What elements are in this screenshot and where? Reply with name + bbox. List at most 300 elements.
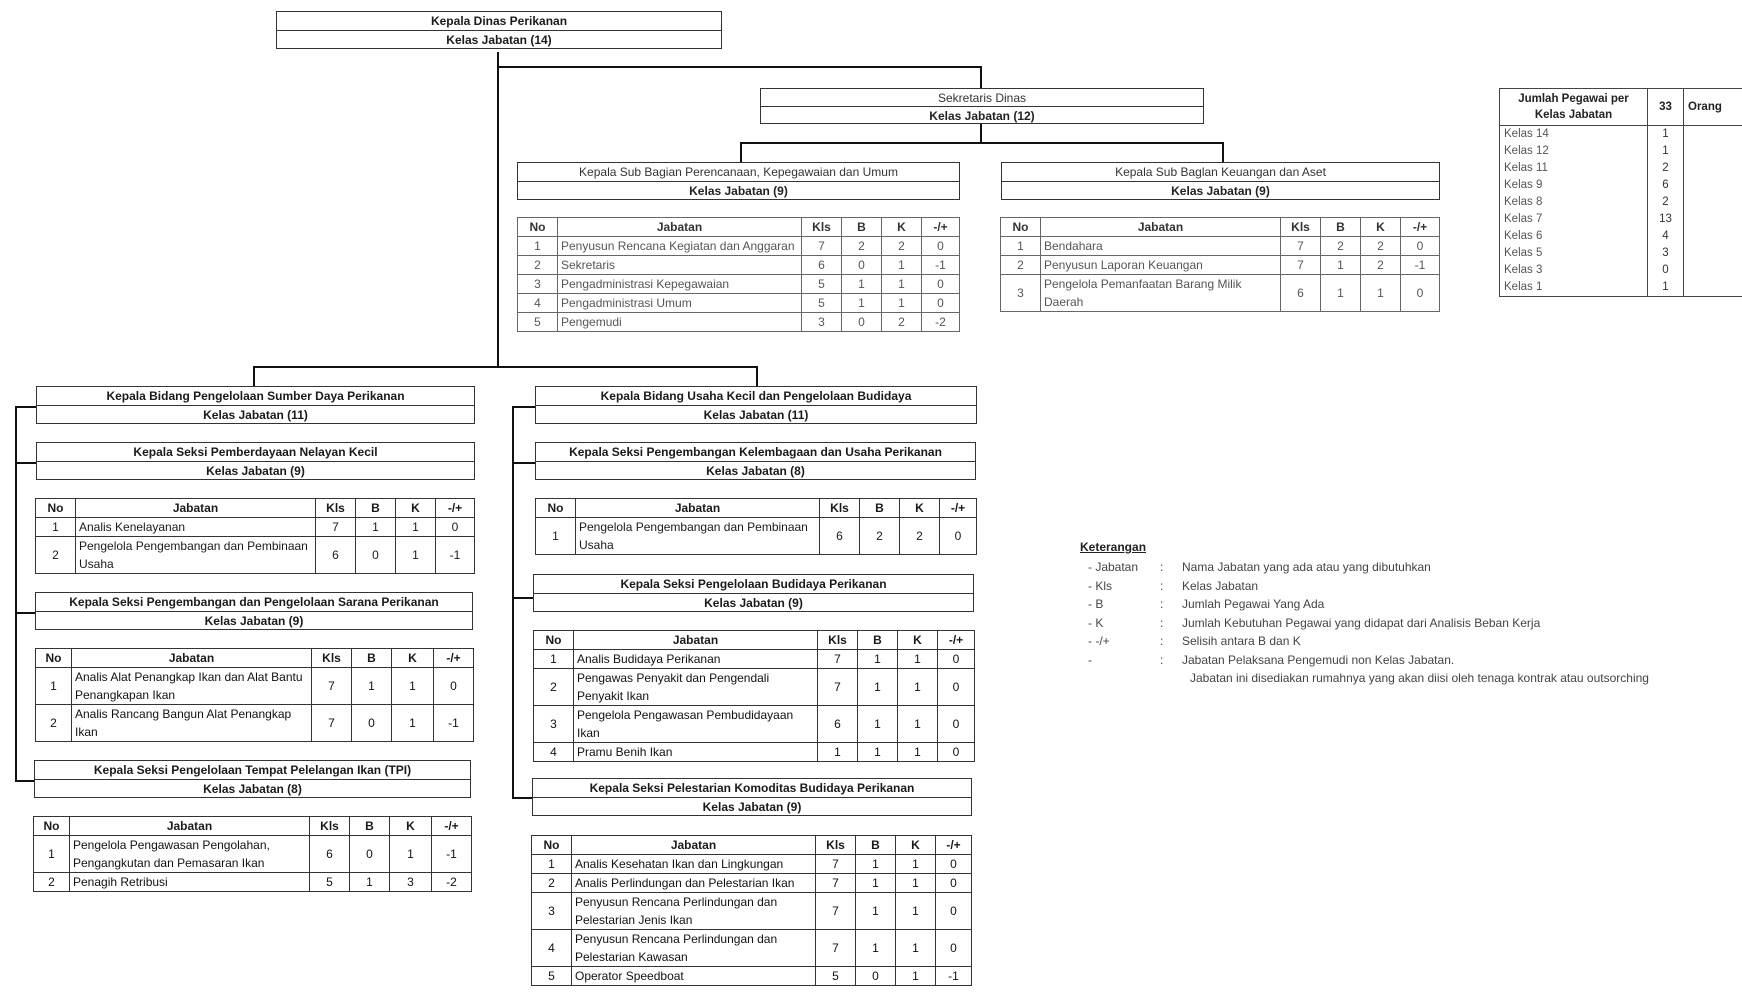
value-cell: 3 <box>390 873 432 892</box>
job-title-cell: Analis Perlindungan dan Pelestarian Ikan <box>572 874 816 893</box>
column-header: -/+ <box>940 499 977 518</box>
value-cell: 0 <box>936 874 972 893</box>
connector-line <box>497 66 981 68</box>
value-cell: 1 <box>842 294 882 313</box>
column-header: Kls <box>1281 218 1321 237</box>
value-cell: 1 <box>36 518 76 537</box>
value-cell: 2 <box>1001 256 1041 275</box>
value-cell: 6 <box>316 537 356 574</box>
class-count: 1 <box>1648 126 1684 144</box>
value-cell: 1 <box>396 518 436 537</box>
seksi-kelembagaan-box <box>535 442 976 480</box>
class-label: Kelas 12 <box>1500 143 1648 160</box>
class-count: 4 <box>1648 228 1684 245</box>
value-cell: 1 <box>882 275 922 294</box>
column-header: K <box>392 649 434 668</box>
connector-line <box>980 124 982 144</box>
connector-line <box>512 406 535 408</box>
value-cell: 0 <box>350 836 390 873</box>
value-cell: 1 <box>896 874 936 893</box>
position-class: Kelas Jabatan (8) <box>35 779 470 798</box>
value-cell: 7 <box>312 705 352 742</box>
legend-separator: : <box>1160 615 1164 630</box>
column-header: No <box>36 499 76 518</box>
value-cell: 1 <box>36 668 72 705</box>
connector-line <box>756 366 758 386</box>
column-header: K <box>390 817 432 836</box>
connector-line <box>512 597 533 599</box>
value-cell: 0 <box>922 275 960 294</box>
value-cell: 7 <box>316 518 356 537</box>
summary-total: 33 <box>1648 89 1684 126</box>
connector-line <box>512 406 514 799</box>
value-cell: 1 <box>392 705 434 742</box>
table-row <box>518 275 960 294</box>
value-cell: 2 <box>532 874 572 893</box>
value-cell: 2 <box>518 256 558 275</box>
value-cell: 1 <box>898 743 938 762</box>
column-header: B <box>352 649 392 668</box>
table-row <box>534 669 975 706</box>
value-cell: 0 <box>1401 275 1440 312</box>
empty-cell <box>1684 245 1742 262</box>
column-header: Jabatan <box>1041 218 1281 237</box>
column-header: -/+ <box>1401 218 1440 237</box>
position-class: Kelas Jabatan (11) <box>37 405 474 424</box>
empty-cell <box>1684 126 1742 144</box>
column-header: B <box>842 218 882 237</box>
legend-items <box>1080 558 1649 669</box>
sub-keuangan-box <box>1001 162 1440 200</box>
class-count: 0 <box>1648 262 1684 279</box>
connector-line <box>740 142 742 164</box>
class-label: Kelas 7 <box>1500 211 1648 228</box>
column-header: K <box>396 499 436 518</box>
table-row <box>532 855 972 874</box>
seksi-sarana-box <box>35 592 473 630</box>
position-class: Kelas Jabatan (9) <box>534 593 973 612</box>
connector-line <box>15 780 35 782</box>
legend-desc: Selisih antara B dan K <box>1182 634 1301 649</box>
position-class: Kelas Jabatan (9) <box>1002 181 1439 200</box>
value-cell: 0 <box>936 893 972 930</box>
position-title: Kepala Seksi Pengelolaan Budidaya Perikanan <box>620 577 887 591</box>
column-header: K <box>898 631 938 650</box>
value-cell: 1 <box>858 706 898 743</box>
value-cell: 6 <box>818 706 858 743</box>
position-class: Kelas Jabatan (11) <box>536 405 976 424</box>
value-cell: 2 <box>882 313 922 332</box>
table-row <box>534 650 975 669</box>
job-title-cell: Sekretaris <box>558 256 802 275</box>
column-header: Jabatan <box>72 649 312 668</box>
seksi-budidaya-table <box>533 630 975 762</box>
value-cell: 1 <box>350 873 390 892</box>
value-cell: 6 <box>820 518 860 555</box>
value-cell: 1 <box>858 650 898 669</box>
value-cell: 0 <box>356 537 396 574</box>
summary-row <box>1500 245 1742 262</box>
value-cell: 1 <box>396 537 436 574</box>
empty-cell <box>1684 177 1742 194</box>
value-cell: 2 <box>842 237 882 256</box>
value-cell: 1 <box>352 668 392 705</box>
legend-desc: Jabatan Pelaksana Pengemudi non Kelas Jabatan. <box>1182 652 1455 667</box>
position-class: Kelas Jabatan (12) <box>761 106 1203 124</box>
class-label: Kelas 5 <box>1500 245 1648 262</box>
value-cell: 7 <box>312 668 352 705</box>
column-header: B <box>856 836 896 855</box>
value-cell: 2 <box>34 873 70 892</box>
position-title: Sekretaris Dinas <box>937 90 1027 105</box>
value-cell: -1 <box>1401 256 1440 275</box>
class-count: 3 <box>1648 245 1684 262</box>
class-count: 2 <box>1648 194 1684 211</box>
value-cell: 1 <box>856 855 896 874</box>
legend <box>1080 540 1649 687</box>
value-cell: 1 <box>1321 256 1361 275</box>
position-title: Kepala Sub Bagian Perencanaan, Kepegawaian dan Umum <box>579 165 898 179</box>
table-header-row <box>1001 218 1440 237</box>
value-cell: 3 <box>518 275 558 294</box>
value-cell: 0 <box>938 650 975 669</box>
value-cell: 7 <box>1281 237 1321 256</box>
class-label: Kelas 11 <box>1500 160 1648 177</box>
value-cell: 0 <box>436 518 475 537</box>
table-row <box>534 706 975 743</box>
connector-line <box>512 797 532 799</box>
value-cell: 1 <box>532 855 572 874</box>
value-cell: 7 <box>802 237 842 256</box>
class-label: Kelas 3 <box>1500 262 1648 279</box>
value-cell: 1 <box>356 518 396 537</box>
value-cell: -2 <box>432 873 472 892</box>
job-title-cell: Penyusun Rencana Perlindungan dan Pelestarian Kawasan <box>572 930 816 967</box>
job-title-cell: Analis Kenelayanan <box>76 518 316 537</box>
empty-cell <box>1684 279 1742 297</box>
empty-cell <box>1684 262 1742 279</box>
summary-row <box>1500 211 1742 228</box>
connector-line <box>512 462 535 464</box>
table-row <box>36 518 475 537</box>
table-row <box>518 313 960 332</box>
value-cell: 0 <box>936 855 972 874</box>
position-title: Kepala Seksi Pelestarian Komoditas Budidaya Perikanan <box>589 781 915 795</box>
value-cell: 1 <box>392 668 434 705</box>
value-cell: 5 <box>532 967 572 986</box>
table-header-row <box>534 631 975 650</box>
class-count: 13 <box>1648 211 1684 228</box>
job-title-cell: Analis Rancang Bangun Alat Penangkap Ikan <box>72 705 312 742</box>
value-cell: 1 <box>882 294 922 313</box>
legend-item <box>1080 595 1649 614</box>
table-row <box>1001 237 1440 256</box>
value-cell: 3 <box>532 893 572 930</box>
value-cell: 1 <box>858 743 898 762</box>
value-cell: 3 <box>534 706 574 743</box>
kepala-dinas-box <box>276 11 722 49</box>
value-cell: 7 <box>818 650 858 669</box>
value-cell: 0 <box>842 256 882 275</box>
value-cell: 2 <box>36 537 76 574</box>
legend-separator: : <box>1160 578 1164 593</box>
column-header: Jabatan <box>558 218 802 237</box>
job-title-cell: Penagih Retribusi <box>70 873 310 892</box>
column-header: Jabatan <box>576 499 820 518</box>
position-class: Kelas Jabatan (8) <box>536 461 975 480</box>
legend-desc: Kelas Jabatan <box>1182 578 1259 593</box>
value-cell: -1 <box>936 967 972 986</box>
column-header: B <box>1321 218 1361 237</box>
job-title-cell: Penyusun Rencana Perlindungan dan Pelestarian Jenis Ikan <box>572 893 816 930</box>
table-header-row <box>536 499 977 518</box>
position-class: Kelas Jabatan (9) <box>518 181 959 200</box>
legend-key: - Kls <box>1088 578 1112 593</box>
class-count: 1 <box>1648 143 1684 160</box>
column-header: -/+ <box>436 499 475 518</box>
legend-item <box>1080 577 1649 596</box>
table-header-row <box>34 817 472 836</box>
legend-desc: Jumlah Pegawai Yang Ada <box>1182 597 1325 612</box>
value-cell: 0 <box>856 967 896 986</box>
column-header: Kls <box>802 218 842 237</box>
table-row <box>34 873 472 892</box>
job-title-cell: Operator Speedboat <box>572 967 816 986</box>
connector-line <box>497 52 499 368</box>
value-cell: 7 <box>816 893 856 930</box>
value-cell: 0 <box>1401 237 1440 256</box>
value-cell: 1 <box>818 743 858 762</box>
table-row <box>518 256 960 275</box>
column-header: Jabatan <box>574 631 818 650</box>
legend-key: - <box>1088 652 1092 667</box>
table-header-row <box>518 218 960 237</box>
legend-key: - B <box>1088 597 1104 612</box>
value-cell: 3 <box>802 313 842 332</box>
value-cell: 2 <box>1361 256 1401 275</box>
table-row <box>534 743 975 762</box>
position-title: Kepala Sub Baglan Keuangan dan Aset <box>1115 165 1326 179</box>
class-label: Kelas 6 <box>1500 228 1648 245</box>
position-title: Kepala Seksi Pemberdayaan Nelayan Kecil <box>133 445 378 459</box>
class-label: Kelas 8 <box>1500 194 1648 211</box>
value-cell: 1 <box>518 237 558 256</box>
table-row <box>532 874 972 893</box>
summary-table <box>1499 88 1742 297</box>
bidang-sdp-box <box>36 386 475 424</box>
legend-key: - K <box>1088 615 1104 630</box>
value-cell: 2 <box>36 705 72 742</box>
seksi-pelestarian-box <box>532 778 972 816</box>
value-cell: 0 <box>938 743 975 762</box>
column-header: No <box>532 836 572 855</box>
summary-header: Jumlah Pegawai per Kelas Jabatan <box>1500 89 1648 126</box>
job-title-cell: Pengadministrasi Kepegawaian <box>558 275 802 294</box>
value-cell: 6 <box>1281 275 1321 312</box>
column-header: -/+ <box>432 817 472 836</box>
seksi-sarana-table <box>35 648 474 742</box>
value-cell: 0 <box>922 237 960 256</box>
value-cell: 6 <box>802 256 842 275</box>
job-title-cell: Pengelola Pengembangan dan Pembinaan Usaha <box>576 518 820 555</box>
value-cell: 7 <box>816 930 856 967</box>
empty-cell <box>1684 211 1742 228</box>
legend-key: - Jabatan <box>1088 560 1139 575</box>
column-header: K <box>1361 218 1401 237</box>
summary-row <box>1500 194 1742 211</box>
empty-cell <box>1684 160 1742 177</box>
table-row <box>532 930 972 967</box>
column-header: K <box>882 218 922 237</box>
column-header: Kls <box>816 836 856 855</box>
empty-cell <box>1684 228 1742 245</box>
column-header: No <box>36 649 72 668</box>
class-label: Kelas 9 <box>1500 177 1648 194</box>
table-header-row <box>36 649 474 668</box>
position-class: Kelas Jabatan (9) <box>37 461 474 480</box>
value-cell: 1 <box>898 650 938 669</box>
column-header: Kls <box>312 649 352 668</box>
sekretaris-box <box>760 88 1204 124</box>
seksi-budidaya-box <box>533 574 974 612</box>
job-title-cell: Pengawas Penyakit dan Pengendali Penyakit Ikan <box>574 669 818 706</box>
position-title: Kepala Bidang Pengelolaan Sumber Daya Perikanan <box>106 389 405 403</box>
value-cell: 1 <box>896 893 936 930</box>
connector-line <box>15 462 36 464</box>
class-label: Kelas 14 <box>1500 126 1648 144</box>
value-cell: 1 <box>1001 237 1041 256</box>
job-title-cell: Pengelola Pengawasan Pengolahan, Pengangkutan dan Pemasaran Ikan <box>70 836 310 873</box>
column-header: Jabatan <box>572 836 816 855</box>
position-class: Kelas Jabatan (14) <box>277 30 721 49</box>
summary-row <box>1500 177 1742 194</box>
empty-cell <box>1684 143 1742 160</box>
job-title-cell: Penyusun Laporan Keuangan <box>1041 256 1281 275</box>
table-row <box>518 237 960 256</box>
job-title-cell: Pengelola Pemanfaatan Barang Milik Daerah <box>1041 275 1281 312</box>
position-class: Kelas Jabatan (9) <box>36 611 472 630</box>
table-header-row <box>532 836 972 855</box>
value-cell: 2 <box>882 237 922 256</box>
value-cell: 7 <box>1281 256 1321 275</box>
connector-line <box>1222 142 1224 164</box>
value-cell: 0 <box>938 706 975 743</box>
value-cell: 0 <box>940 518 977 555</box>
table-row <box>36 705 474 742</box>
column-header: No <box>518 218 558 237</box>
table-row <box>1001 256 1440 275</box>
summary-row <box>1500 160 1742 177</box>
value-cell: 1 <box>390 836 432 873</box>
value-cell: -1 <box>432 836 472 873</box>
seksi-nelayan-table <box>35 498 475 574</box>
job-title-cell: Analis Alat Penangkap Ikan dan Alat Bantu Penangkapan Ikan <box>72 668 312 705</box>
class-count: 2 <box>1648 160 1684 177</box>
value-cell: 4 <box>532 930 572 967</box>
legend-desc: Nama Jabatan yang ada atau yang dibutuhkan <box>1182 560 1431 575</box>
summary-body <box>1500 126 1742 297</box>
value-cell: 0 <box>842 313 882 332</box>
value-cell: 0 <box>922 294 960 313</box>
position-title: Kepala Seksi Pengembangan Kelembagaan dan Usaha Perikanan <box>569 445 942 459</box>
connector-line <box>253 366 758 368</box>
connector-line <box>15 406 36 408</box>
value-cell: 1 <box>1321 275 1361 312</box>
summary-row <box>1500 126 1742 144</box>
value-cell: 1 <box>536 518 576 555</box>
position-title: Kepala Dinas Perikanan <box>430 14 568 28</box>
sub-keuangan-table <box>1000 217 1440 312</box>
class-count: 1 <box>1648 279 1684 297</box>
legend-separator: : <box>1160 597 1164 612</box>
class-label: Kelas 1 <box>1500 279 1648 297</box>
connector-line <box>980 66 982 88</box>
value-cell: 7 <box>818 669 858 706</box>
value-cell: 5 <box>816 967 856 986</box>
summary-unit: Orang <box>1684 89 1742 126</box>
column-header: B <box>860 499 900 518</box>
legend-key: - -/+ <box>1088 634 1110 649</box>
legend-separator: : <box>1160 652 1164 667</box>
table-row <box>36 668 474 705</box>
column-header: Jabatan <box>76 499 316 518</box>
value-cell: 0 <box>936 930 972 967</box>
value-cell: 5 <box>802 275 842 294</box>
legend-item <box>1080 614 1649 633</box>
table-row <box>1001 275 1440 312</box>
position-title: Kepala Seksi Pengelolaan Tempat Pelelangan Ikan (TPI) <box>93 763 412 777</box>
legend-item <box>1080 558 1649 577</box>
value-cell: 4 <box>518 294 558 313</box>
value-cell: 1 <box>856 893 896 930</box>
column-header: K <box>896 836 936 855</box>
job-title-cell: Pramu Benih Ikan <box>574 743 818 762</box>
value-cell: 2 <box>1321 237 1361 256</box>
job-title-cell: Pengelola Pengembangan dan Pembinaan Usaha <box>76 537 316 574</box>
value-cell: 0 <box>434 668 474 705</box>
position-class: Kelas Jabatan (9) <box>533 797 971 816</box>
table-row <box>532 893 972 930</box>
column-header: No <box>1001 218 1041 237</box>
table-row <box>36 537 475 574</box>
summary-row <box>1500 279 1742 297</box>
column-header: No <box>536 499 576 518</box>
column-header: -/+ <box>922 218 960 237</box>
value-cell: 5 <box>518 313 558 332</box>
value-cell: 7 <box>816 874 856 893</box>
seksi-kelembagaan-table <box>535 498 977 555</box>
value-cell: 3 <box>1001 275 1041 312</box>
value-cell: 1 <box>534 650 574 669</box>
summary-row <box>1500 143 1742 160</box>
job-title-cell: Pengadministrasi Umum <box>558 294 802 313</box>
legend-desc: Jumlah Kebutuhan Pegawai yang didapat dari Analisis Beban Kerja <box>1182 615 1541 630</box>
table-row <box>518 294 960 313</box>
value-cell: 6 <box>310 836 350 873</box>
value-cell: 1 <box>842 275 882 294</box>
value-cell: 1 <box>1361 275 1401 312</box>
value-cell: -1 <box>434 705 474 742</box>
position-title: Kepala Seksi Pengembangan dan Pengelolaan Sarana Perikanan <box>69 595 439 609</box>
job-title-cell: Pengemudi <box>558 313 802 332</box>
value-cell: 1 <box>896 930 936 967</box>
value-cell: 5 <box>310 873 350 892</box>
value-cell: 2 <box>900 518 940 555</box>
column-header: B <box>356 499 396 518</box>
job-title-cell: Analis Budidaya Perikanan <box>574 650 818 669</box>
value-cell: 2 <box>1361 237 1401 256</box>
value-cell: 1 <box>896 855 936 874</box>
